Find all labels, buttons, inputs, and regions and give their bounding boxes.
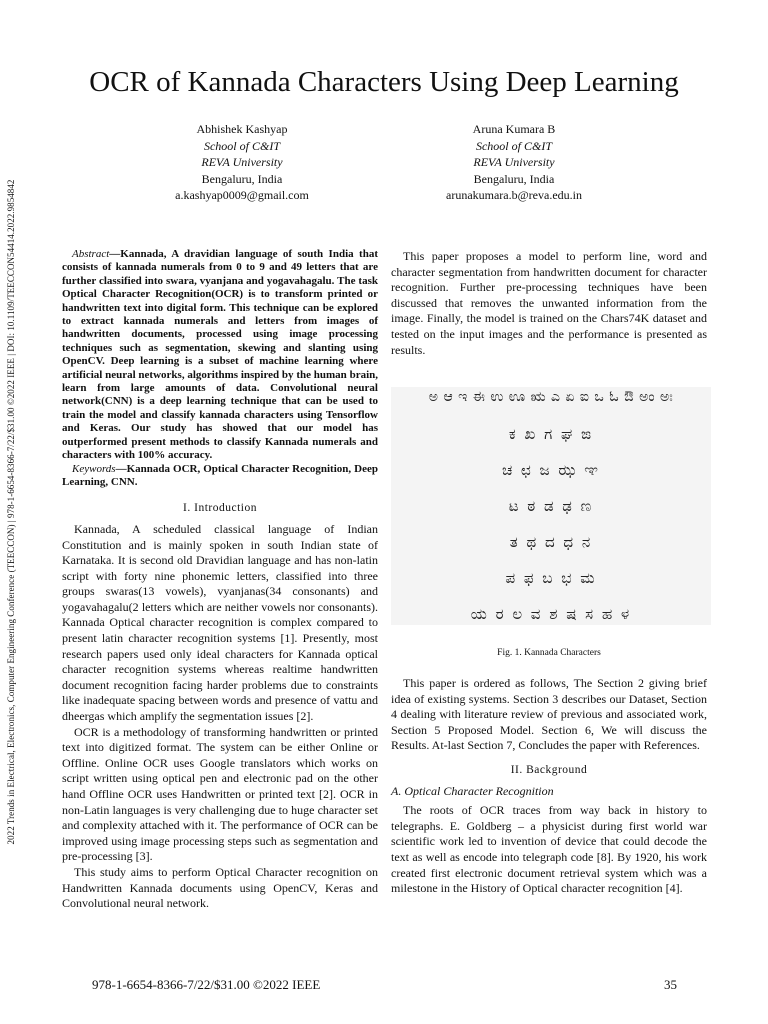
abstract-label: Abstract — [72, 248, 110, 260]
sidebar-citation-text: 2022 Trends in Electrical, Electronics, Computer Engineering Conference (TEECCON) | 978-1-6654-8366-7/22/$31.00 ©2022 IEEE | DOI: 10.1109/TEECCON54414.2022.9854842 — [6, 179, 16, 845]
author-city: Bengaluru, India — [201, 171, 283, 186]
author-university: REVA University — [201, 155, 283, 169]
sidebar-citation — [0, 132, 22, 892]
author-1 — [117, 121, 367, 204]
figure-row-ta-dental: ತ ಥ ದ ಧ ನ — [509, 533, 593, 551]
background-paragraph: The roots of OCR traces from way back in history to telegraphs. E. Goldberg – a physicist during first world war scientific work led to invention of device that could decode the text as well as encode into telegraph code [8]. By 1920, his work created first electronic document retrieval system which was a milestone in the History of Optical character recognition [4]. — [391, 803, 707, 896]
figure-row-ya: ಯ ರ ಲ ವ ಶ ಷ ಸ ಹ ಳ — [470, 605, 632, 623]
figure-row-vowels: ಅ ಆ ಇ ಈ ಉ ಊ ಋ ಎ ಏ ಐ ಒ ಓ ಔ ಅಂ ಅಃ — [428, 389, 674, 405]
figure-caption: Fig. 1. Kannada Characters — [497, 648, 601, 658]
author-department: School of C&IT — [203, 138, 280, 153]
author-city: Bengaluru, India — [473, 171, 555, 186]
keywords — [62, 463, 378, 490]
author-university: REVA University — [473, 155, 555, 169]
author-2 — [389, 121, 639, 204]
author-name: Aruna Kumara B — [472, 122, 556, 136]
left-column — [62, 248, 378, 912]
abstract-text: —Kannada, A dravidian language of south India that consists of kannada numerals from 0 to 9 and 49 letters that are further classified into swara, vyanjana and yogavahagalu. The task Optical Character Recognition(OCR) is to transform printed or handwritten text into digital form. This technique can be explored to extract kannada numerals and letters from images of handwritten documents, processed using image processing techniques such as segmentation, skewing and slanting using OpenCV. Deep learning is a subset of machine learning where artificial neural networks, algorithms inspired by the human brain, learn from large amounts of data. Convolutional neural network(CNN) is a deep learning technique that can be used to train the model and classify kannada characters using Tensorflow and Keras. Our study has showed that our model has outperformed present methods to classify Kannada numerals and characters with 100% accuracy. — [62, 248, 378, 462]
keywords-label: Keywords — [72, 462, 116, 475]
figure-row-ta-retroflex: ಟ ಠ ಡ ಢ ಣ — [508, 497, 594, 515]
intro-paragraph-2: OCR is a methodology of transforming handwritten or printed text into digitized format. The system can be either Online or Offline. Online OCR uses Google translators which works on script written using optical pen and electronic pad on the other hand Offline OCR uses Handwritten or printed text [2]. OCR in non-Latin languages is very challenging due to huge character set and complexity attached with it. The performance of OCR can be improved using image processing steps such as segmentation and pre-processing [3]. — [62, 724, 378, 864]
intro-paragraph-3: This study aims to perform Optical Character recognition on Handwritten Kannada documents using OpenCV, Keras and Convolutional neural network. — [62, 864, 378, 911]
footer-copyright: 978-1-6654-8366-7/22/$31.00 ©2022 IEEE — [92, 977, 321, 992]
right-column-body — [391, 676, 707, 897]
paper-structure-paragraph: This paper is ordered as follows, The Section 2 giving brief idea of existing systems. Section 3 describes our Dataset, Section 4 dealing with literature review of previous and associated work, Section 5 Proposed Model. Section 6, We will discuss the Results. At-last Section 7, Concludes the paper with References. — [391, 676, 707, 753]
intro-paragraph-1: Kannada, A scheduled classical language of Indian Constitution and is mainly spoken in south Indian state of Karnataka. It is second old Dravidian language and has non-latin script with forty nine phonemic letters, classified into three groups swaras(13 vowels), vyanjanas(34 consonants) and yogavahagalu(2 letters which are neither vowels nor consonants). Kannada Optical character recognition is complex compared to present latin character recognition systems [1]. Presently, most research papers used only ideal characters for Kannada optical character recognition systems whereas realtime handwritten document recognition facing harder problems due to constraints like inadequate spacing between words and presence of vattu and dheergas which amplify the segmentation issues [2]. — [62, 521, 378, 724]
figure-row-ka: ಕ ಖ ಗ ಘ ಙ — [508, 425, 594, 443]
section-heading-background: II. Background — [510, 763, 588, 776]
author-email: arunakumara.b@reva.edu.in — [446, 188, 582, 202]
abstract — [62, 248, 378, 463]
author-department: School of C&IT — [475, 138, 552, 153]
author-name: Abhishek Kashyap — [196, 122, 288, 136]
figure-row-pa: ಪ ಫ ಬ ಭ ಮ — [505, 569, 597, 587]
keywords-text: —Kannada OCR, Optical Character Recognition, Deep Learning, CNN. — [62, 462, 378, 488]
paper-title: OCR of Kannada Characters Using Deep Learning — [89, 66, 679, 98]
right-column-intro — [391, 249, 707, 358]
section-heading-introduction: I. Introduction — [183, 502, 257, 515]
paper-overview-paragraph: This paper proposes a model to perform line, word and character segmentation from handwritten document for character recognition. Further pre-processing techniques have been discussed that removes the unwanted information from the image. Finally, the model is trained on the Chars74K dataset and tested on the input images and the performance is presented as results. — [391, 249, 707, 357]
kannada-characters-figure — [391, 387, 711, 625]
subsection-heading-ocr: A. Optical Character Recognition — [391, 783, 554, 798]
figure-row-cha: ಚ ಛ ಜ ಝ ಞ — [501, 461, 600, 479]
author-email: a.kashyap0009@gmail.com — [175, 188, 309, 202]
page-number: 35 — [664, 977, 677, 992]
